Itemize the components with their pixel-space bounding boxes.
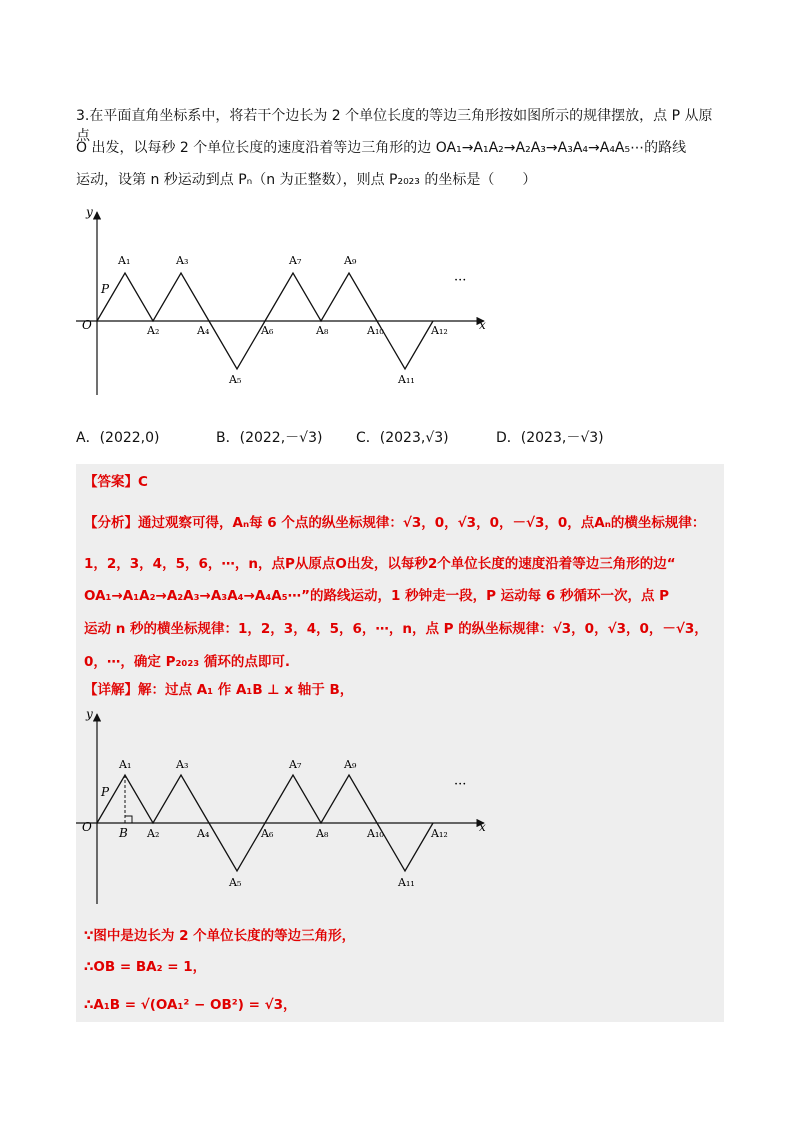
label-a12: A₁₂ (431, 827, 448, 840)
origin-label: O (82, 820, 92, 834)
label-a5: A₅ (229, 876, 242, 889)
label-a1: A₁ (119, 758, 132, 771)
label-a7: A₇ (289, 758, 302, 771)
label-a4: A₄ (197, 324, 210, 337)
option-d[interactable]: D．(2023,－√3) (496, 430, 604, 446)
label-a2: A₂ (147, 324, 160, 337)
label-a3: A₃ (176, 254, 189, 267)
analysis-line-1: 【分析】通过观察可得，Aₙ每 6 个点的纵坐标规律：√3，0，√3，0，－√3，0，点Aₙ的横坐标规律： (84, 515, 706, 531)
label-a2: A₂ (147, 827, 160, 840)
label-a1: A₁ (118, 254, 131, 267)
x-axis-label: x (479, 820, 486, 834)
analysis-line-4: 运动 n 秒的横坐标规律：1，2，3，4，5，6，⋯，n，点 P 的纵坐标规律：√3，0，√3，0，－√3， (84, 621, 708, 637)
label-a8: A₈ (316, 827, 329, 840)
option-b[interactable]: B．(2022,－√3) (216, 430, 323, 446)
question-line-1: 3.在平面直角坐标系中，将若干个边长为 2 个单位长度的等边三角形按如图所示的规律摆放，点 P 从原点 (76, 108, 713, 144)
question-line-2: O 出发，以每秒 2 个单位长度的速度沿着等边三角形的边 OA₁→A₁A₂→A₂A₃→A₃A₄→A₄A₅⋯的路线 (76, 140, 687, 156)
zigzag-figure-1 (76, 200, 506, 400)
y-axis-label: y (86, 205, 93, 219)
analysis-line-5: 0，⋯，确定 P₂₀₂₃ 循环的点即可. (84, 654, 290, 670)
label-a7: A₇ (289, 254, 302, 267)
label-a8: A₈ (316, 324, 329, 337)
detail-line-1: 【详解】解：过点 A₁ 作 A₁B ⊥ x 轴于 B， (84, 682, 354, 698)
right-angle-mark (125, 816, 132, 823)
x-axis-label: x (479, 318, 486, 332)
origin-label: O (82, 318, 92, 332)
answer-options (76, 427, 726, 449)
label-a9: A₉ (344, 254, 357, 267)
label-a11: A₁₁ (398, 876, 415, 889)
detail-line-3: ∴OB = BA₂ = 1， (84, 959, 207, 975)
analysis-line-2: 1，2，3，4，5，6，⋯，n，点P从原点O出发，以每秒2个单位长度的速度沿着等边三角形的边“ (84, 556, 676, 572)
point-b-label: B (119, 826, 128, 840)
analysis-line-3: OA₁→A₁A₂→A₂A₃→A₃A₄→A₄A₅⋯”的路线运动，1 秒钟走一段，P 运动每 6 秒循环一次，点 P (84, 588, 670, 604)
label-a3: A₃ (176, 758, 189, 771)
answer-line: 【答案】C (84, 474, 148, 490)
detail-line-2: ∵图中是边长为 2 个单位长度的等边三角形， (84, 928, 356, 944)
detail-line-4: ∴A₁B = √(OA₁² − OB²) = √3， (84, 997, 297, 1013)
label-a6: A₆ (261, 324, 274, 337)
point-p-label: P (101, 282, 110, 296)
label-a10: A₁₀ (367, 827, 384, 840)
label-a12: A₁₂ (431, 324, 448, 337)
y-axis-label: y (86, 707, 93, 721)
option-a[interactable]: A．(2022,0) (76, 430, 160, 446)
question-line-3: 运动，设第 n 秒运动到点 Pₙ（n 为正整数），则点 P₂₀₂₃ 的坐标是（ ） (76, 172, 537, 188)
label-a6: A₆ (261, 827, 274, 840)
point-p-label: P (101, 785, 110, 799)
label-a4: A₄ (197, 827, 210, 840)
zigzag-figure-2 (76, 706, 506, 906)
option-c[interactable]: C．(2023,√3) (356, 430, 449, 446)
ellipsis-label: ··· (454, 777, 467, 792)
label-a10: A₁₀ (367, 324, 384, 337)
label-a11: A₁₁ (398, 373, 415, 386)
label-a9: A₉ (344, 758, 357, 771)
ellipsis-label: ··· (454, 273, 467, 288)
label-a5: A₅ (229, 373, 242, 386)
